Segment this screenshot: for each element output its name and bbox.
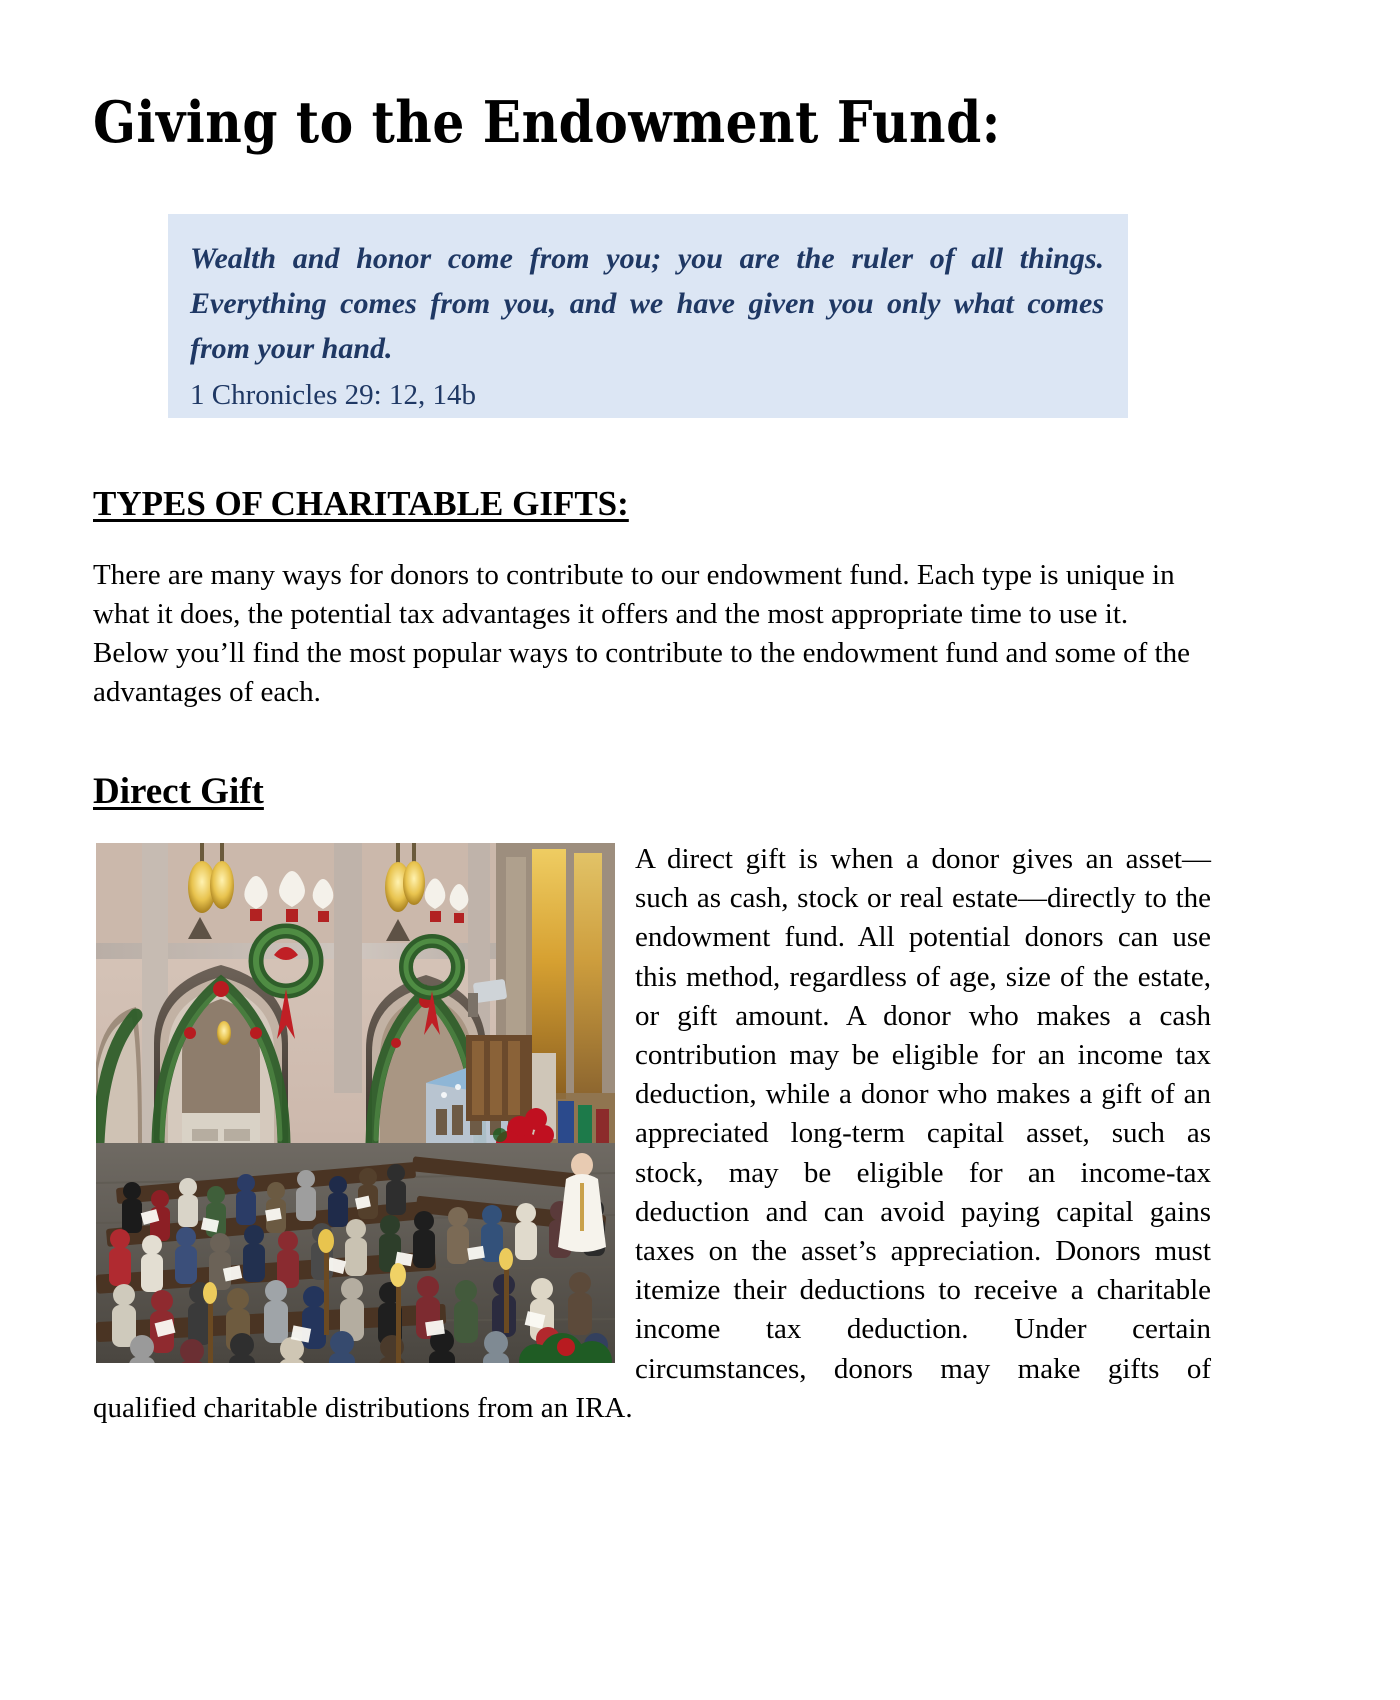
page-title: [93, 89, 1001, 156]
types-of-charitable-gifts-heading: TYPES OF CHARITABLE GIFTS:: [93, 484, 629, 523]
scripture-quote-box: [168, 214, 1128, 418]
scripture-quote-text: Wealth and honor come from you; you are the ruler of all things. Everything comes from you, and we have given you only what comes from your hand.: [190, 242, 1104, 365]
page-title-text: Giving to the Endowment Fund:: [93, 89, 1001, 156]
church-interior-illustration: [96, 843, 615, 1363]
intro-paragraph: There are many ways for donors to contribute to our endowment fund. Each type is unique in what it does, the potential tax advantages it offers and the most appropriate time to use it. Below you’ll find the most popular ways to contribute to the endowment fund and some of the advantages of each.: [93, 559, 1190, 708]
church-interior-photo: [96, 843, 615, 1363]
direct-gift-paragraph: A direct gift is when a donor gives an asset—such as cash, stock or real estate—directly to the endowment fund. All potential donors can use this method, regardless of age, size of the estate, or gift amount. A donor who makes a cash contribution may be eligible for an income tax deduction, while a donor who makes a gift of an appreciated long-term capital asset, such as stock, may be eligible for an income-tax deduction and can avoid paying capital gains taxes on the asset’s appreciation. Donors must itemize their deductions to receive a charitable income tax deduction. Under certain circumstances, donors may make gifts of qualified charitable distributions from an IRA.: [93, 843, 1211, 1424]
scripture-citation: 1 Chronicles 29: 12, 14b: [190, 379, 476, 411]
direct-gift-heading: Direct Gift: [93, 771, 264, 812]
direct-gift-body: [93, 840, 1211, 1428]
